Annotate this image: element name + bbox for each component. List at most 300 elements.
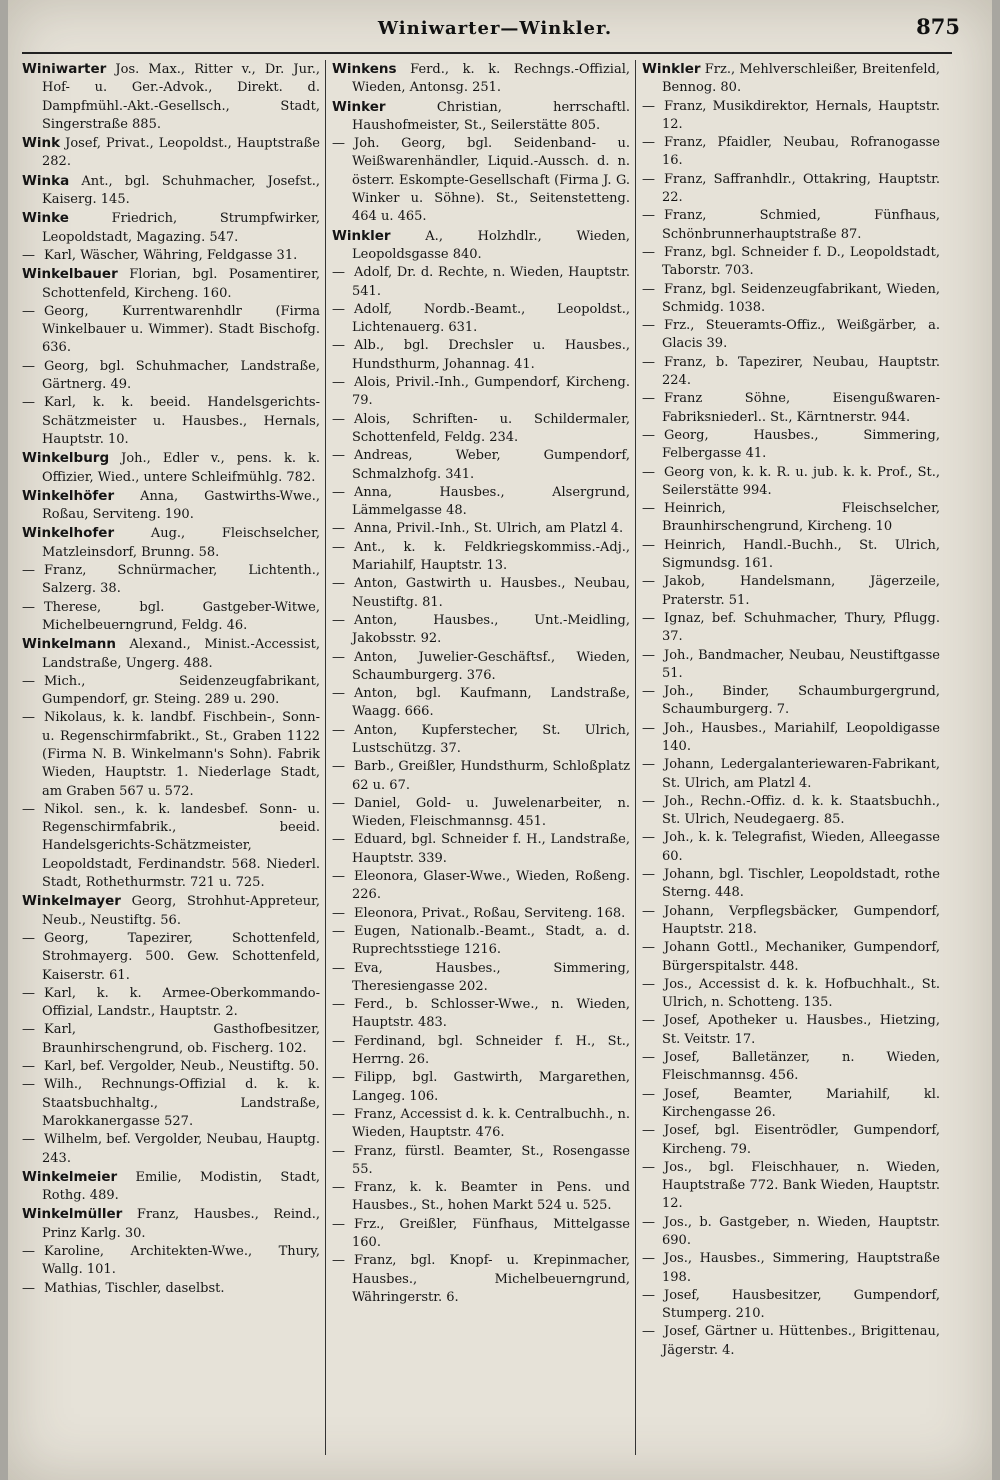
running-head: Winiwarter—Winkler. [377, 18, 613, 39]
ditto-dash: — [22, 1077, 35, 1093]
ditto-dash: — [22, 303, 35, 319]
entry-surname: Winkelhofer [22, 525, 115, 542]
directory-entry [332, 1216, 630, 1253]
entry-details: Georg, bgl. Schuhmacher, Landstraße, Gärtnerg. 49. [42, 358, 320, 393]
ditto-dash: — [22, 1280, 35, 1296]
directory-entry [332, 60, 630, 98]
ditto-dash: — [332, 265, 345, 281]
directory-entry [22, 599, 320, 636]
entry-details: Anton, Gastwirth u. Hausbes., Neubau, Neustiftg. 81. [352, 576, 630, 610]
entry-details: Anton, Kupferstecher, St. Ulrich, Lustschützg. 37. [352, 722, 630, 756]
entry-details: Heinrich, Handl.-Buchh., St. Ulrich, Sigmundsg. 161. [662, 537, 940, 572]
entry-details: Ignaz, bef. Schuhmacher, Thury, Pflugg. 37. [662, 610, 940, 645]
entry-details: Florian, bgl. Posamentirer, Schottenfeld, Kircheng. 160. [42, 267, 320, 301]
entry-details: Heinrich, Fleischselcher, Braunhirschengrund, Kircheng. 10 [662, 501, 940, 535]
entry-surname: Winkelmann [22, 636, 116, 653]
directory-entry [332, 905, 630, 923]
entry-details: Joh., k. k. Telegrafist, Wieden, Alleegasse 60. [662, 830, 940, 864]
ditto-dash: — [642, 976, 655, 992]
ditto-dash: — [332, 869, 345, 885]
directory-entry [332, 795, 630, 832]
entry-details: Franz, Saffranhdlr., Ottakring, Hauptstr. 22. [662, 171, 940, 206]
directory-entry [332, 411, 630, 448]
entry-details: Joh., Bandmacher, Neubau, Neustiftgasse 51. [662, 647, 940, 681]
directory-entry [22, 134, 320, 172]
entry-details: Georg, Kurrentwarenhdlr (Firma Winkelbauer u. Wimmer). Stadt Bischofg. 636. [42, 303, 320, 356]
directory-entry [22, 930, 320, 985]
directory-entry [332, 447, 630, 484]
entry-details: Barb., Greißler, Hundsthurm, Schloßplatz 62 u. 67. [352, 759, 630, 793]
directory-entry [22, 449, 320, 487]
entry-details: Johann Gottl., Mechaniker, Gumpendorf, Bürgerspitalstr. 448. [662, 940, 940, 974]
ditto-dash: — [332, 539, 345, 555]
directory-entry [642, 976, 940, 1013]
ditto-dash: — [642, 903, 655, 919]
ditto-dash: — [642, 1050, 655, 1066]
entry-details: Franz, Schmied, Fünfhaus, Schönbrunnerhauptstraße 87. [662, 208, 940, 242]
ditto-dash: — [22, 247, 35, 263]
directory-entry [642, 1086, 940, 1123]
entry-surname: Winka [22, 172, 70, 189]
entry-details: Emilie, Modistin, Stadt, Rothg. 489. [42, 1169, 320, 1204]
ditto-dash: — [332, 521, 345, 537]
ditto-dash: — [22, 395, 35, 411]
directory-entry [332, 1179, 630, 1216]
directory-entry [642, 537, 940, 574]
entry-details: Karl, k. k. beeid. Handelsgerichts-Schätzmeister u. Hausbes., Hernals, Hauptstr. 10. [42, 395, 320, 447]
directory-entry [22, 265, 320, 303]
entry-surname: Wink [22, 135, 61, 152]
directory-entry [22, 801, 320, 892]
entry-details: Josef, Apotheker u. Hausbes., Hietzing, St. Veitstr. 17. [662, 1013, 940, 1047]
ditto-dash: — [642, 1086, 655, 1102]
ditto-dash: — [642, 720, 655, 736]
ditto-dash: — [642, 171, 655, 187]
directory-entry [642, 281, 940, 318]
ditto-dash: — [332, 1070, 345, 1086]
directory-entry [22, 209, 320, 247]
directory-entry [642, 573, 940, 610]
entry-details: Johann, Verpflegsbäcker, Gumpendorf, Hauptstr. 218. [662, 903, 940, 937]
entry-details: Eugen, Nationalb.-Beamt., Stadt, a. d. Ruprechtsstiege 1216. [352, 923, 630, 958]
ditto-dash: — [332, 649, 345, 665]
ditto-dash: — [642, 281, 655, 297]
ditto-dash: — [642, 940, 655, 956]
entry-details: Joh., Edler v., pens. k. k. Offizier, Wied., untere Schleifmühlg. 782. [42, 451, 320, 485]
ditto-dash: — [22, 563, 35, 579]
ditto-dash: — [642, 318, 655, 334]
entry-details: Mich., Seidenzeugfabrikant, Gumpendorf, gr. Steing. 289 u. 290. [42, 673, 320, 708]
ditto-dash: — [22, 599, 35, 615]
entry-details: Alois, Privil.-Inh., Gumpendorf, Kircheng. 79. [352, 375, 630, 409]
directory-entry [642, 354, 940, 391]
entry-details: Franz, Accessist d. k. k. Centralbuchh., n. Wieden, Hauptstr. 476. [352, 1106, 630, 1141]
ditto-dash: — [332, 1180, 345, 1196]
entry-details: Joh., Hausbes., Mariahilf, Leopoldigasse 140. [662, 720, 940, 754]
page-number: 875 [916, 14, 960, 39]
ditto-dash: — [22, 930, 35, 946]
entry-details: Karl, k. k. Armee-Oberkommando-Offizial, Landstr., Hauptstr. 2. [42, 985, 320, 1020]
directory-entry [332, 227, 630, 265]
entry-details: Franz Söhne, Eisengußwaren-Fabriksniederl.. St., Kärntnerstr. 944. [662, 391, 940, 425]
entry-details: Ant., bgl. Schuhmacher, Josefst., Kaiserg. 145. [42, 173, 320, 208]
ditto-dash: — [332, 1216, 345, 1232]
ditto-dash: — [642, 208, 655, 224]
entry-surname: Winkler [642, 61, 701, 77]
entry-details: Nikolaus, k. k. landbf. Fischbein-, Sonn- u. Regenschirmfabrikt., St., Graben 1122 (Firma N. B. Winkelmann's Sohn). Fabrik Wieden, Hauptstr. 1. Niederlage Stadt, am Graben 567 u. 572. [42, 710, 320, 799]
directory-entry [22, 358, 320, 395]
directory-entry [332, 98, 630, 136]
ditto-dash: — [332, 1253, 345, 1269]
entry-details: Georg von, k. k. R. u. jub. k. k. Prof., St., Seilerstätte 994. [662, 464, 940, 498]
entry-details: Franz, bgl. Schneider f. D., Leopoldstadt, Taborstr. 703. [662, 244, 940, 279]
ditto-dash: — [332, 759, 345, 775]
ditto-dash: — [332, 832, 345, 848]
directory-entry [332, 1143, 630, 1180]
directory-entry [22, 1168, 320, 1206]
entry-details: Ferdinand, bgl. Schneider f. H., St., Herrng. 26. [352, 1033, 630, 1068]
ditto-dash: — [642, 610, 655, 626]
ditto-dash: — [642, 647, 655, 663]
directory-entry [332, 996, 630, 1033]
entry-surname: Winkelmeier [22, 1168, 118, 1185]
ditto-dash: — [332, 923, 345, 939]
directory-entry [332, 1106, 630, 1143]
directory-entry [22, 1058, 320, 1076]
entry-details: Wilhelm, bef. Vergolder, Neubau, Hauptg. 243. [42, 1132, 320, 1166]
directory-entry [332, 135, 630, 226]
ditto-dash: — [332, 1106, 345, 1122]
directory-entry [332, 264, 630, 301]
entry-details: Jakob, Handelsmann, Jägerzeile, Praterstr. 51. [662, 574, 940, 608]
directory-entry [22, 635, 320, 673]
directory-entry [22, 303, 320, 358]
directory-entry [332, 1033, 630, 1070]
directory-entry [22, 394, 320, 449]
ditto-dash: — [332, 411, 345, 427]
directory-entry [332, 374, 630, 411]
entry-details: Jos. Max., Ritter v., Dr. Jur., Hof- u. Ger.-Advok., Direkt. d. Dampfmühl.-Akt.-Gesellsch., Stadt, Singerstraße 885. [42, 62, 320, 132]
entry-surname: Winkens [332, 61, 397, 77]
directory-entry [642, 1159, 940, 1214]
entry-details: Franz, Musikdirektor, Hernals, Hauptstr. 12. [662, 98, 940, 132]
entry-details: Nikol. sen., k. k. landesbef. Sonn- u. Regenschirmfabrik., beeid. Handelsgerichts-Schätzmeister, Leopoldstadt, Ferdinandstr. 568. Niederl. Stadt, Rothethurmstr. 721 u. 725. [42, 801, 320, 891]
entry-details: Karl, bef. Vergolder, Neub., Neustiftg. 50. [44, 1059, 320, 1075]
entry-details: Franz, fürstl. Beamter, St., Rosengasse 55. [352, 1143, 630, 1177]
entry-details: Friedrich, Strumpfwirker, Leopoldstadt, Magazing. 547. [42, 211, 320, 245]
ditto-dash: — [642, 1287, 655, 1303]
entry-details: Therese, bgl. Gastgeber-Witwe, Michelbeuerngrund, Feldg. 46. [42, 599, 320, 633]
directory-entry [332, 685, 630, 722]
directory-entry [22, 1076, 320, 1131]
entry-details: Ferd., k. k. Rechngs.-Offizial, Wieden, Antonsg. 251. [352, 62, 630, 96]
ditto-dash: — [642, 354, 655, 370]
directory-entry [22, 985, 320, 1022]
entry-details: Eleonora, Glaser-Wwe., Wieden, Roßeng. 226. [352, 869, 630, 903]
directory-entry [22, 892, 320, 930]
directory-entry [332, 539, 630, 576]
column-divider [325, 60, 326, 1455]
directory-entry [642, 647, 940, 684]
directory-entry [642, 866, 940, 903]
entry-details: Franz, Schnürmacher, Lichtenth., Salzerg. 38. [42, 563, 320, 597]
directory-entry [642, 610, 940, 647]
directory-entry [332, 923, 630, 960]
entry-details: Jos., Hausbes., Simmering, Hauptstraße 198. [662, 1251, 940, 1285]
ditto-dash: — [332, 1033, 345, 1049]
entry-details: Josef, Gärtner u. Hüttenbes., Brigittenau, Jägerstr. 4. [662, 1324, 940, 1358]
ditto-dash: — [22, 1132, 35, 1148]
entry-details: Karoline, Architekten-Wwe., Thury, Wallg. 101. [42, 1244, 320, 1278]
entry-details: Aug., Fleischselcher, Matzleinsdorf, Brunng. 58. [42, 526, 320, 560]
ditto-dash: — [642, 757, 655, 773]
entry-details: Alexand., Minist.-Accessist, Landstraße, Ungerg. 488. [42, 637, 320, 671]
entry-details: Franz, Pfaidler, Neubau, Rofranogasse 16. [662, 135, 940, 169]
ditto-dash: — [642, 1123, 655, 1139]
entry-details: Filipp, bgl. Gastwirth, Margarethen, Langeg. 106. [352, 1070, 630, 1104]
ditto-dash: — [642, 427, 655, 443]
directory-entry [642, 1012, 940, 1049]
directory-entry [332, 1069, 630, 1106]
entry-details: Anna, Hausbes., Alsergrund, Lämmelgasse 48. [352, 484, 630, 519]
entry-surname: Winkelmayer [22, 893, 121, 910]
directory-entry [642, 756, 940, 793]
entry-details: Frz., Steueramts-Offiz., Weißgärber, a. Glacis 39. [662, 318, 940, 352]
entry-details: Eleonora, Privat., Roßau, Serviteng. 168. [354, 905, 626, 921]
ditto-dash: — [332, 484, 345, 500]
directory-entry [642, 427, 940, 464]
entry-details: Andreas, Weber, Gumpendorf, Schmalzhofg. 341. [352, 448, 630, 482]
column-divider [635, 60, 636, 1455]
directory-entry [22, 172, 320, 210]
directory-entry [642, 207, 940, 244]
entry-details: Eduard, bgl. Schneider f. H., Landstraße, Hauptstr. 339. [352, 832, 630, 866]
entry-details: Josef, bgl. Eisentrödler, Gumpendorf, Kircheng. 79. [662, 1123, 940, 1157]
directory-entry [22, 673, 320, 710]
directory-entry [642, 1122, 940, 1159]
ditto-dash: — [332, 136, 345, 152]
entry-details: Georg, Hausbes., Simmering, Felbergasse 41. [662, 427, 940, 462]
directory-entry [642, 500, 940, 537]
ditto-dash: — [642, 501, 655, 517]
header-rule [22, 52, 952, 54]
directory-entry [642, 98, 940, 135]
directory-entry [642, 134, 940, 171]
entry-details: Alb., bgl. Drechsler u. Hausbes., Hundsthurm, Johannag. 41. [352, 338, 630, 372]
directory-entry [22, 247, 320, 265]
directory-entry [332, 868, 630, 905]
entry-surname: Winkler [332, 227, 391, 244]
directory-entry [332, 1252, 630, 1307]
directory-entry [332, 960, 630, 997]
ditto-dash: — [642, 830, 655, 846]
entry-details: Johann, bgl. Tischler, Leopoldstadt, rothe Sterng. 448. [662, 867, 940, 901]
ditto-dash: — [642, 391, 655, 407]
directory-entry [332, 831, 630, 868]
entry-surname: Winkelhöfer [22, 487, 115, 504]
entry-details: Joh., Rechn.-Offiz. d. k. k. Staatsbuchh., St. Ulrich, Neudegaerg. 85. [662, 793, 940, 828]
ditto-dash: — [642, 1159, 655, 1175]
entry-details: Karl, Gasthofbesitzer, Braunhirschengrund, ob. Fischerg. 102. [42, 1022, 320, 1056]
entry-details: Josef, Privat., Leopoldst., Hauptstraße 282. [42, 136, 320, 170]
directory-entry [22, 60, 320, 134]
directory-entry [642, 1250, 940, 1287]
entry-details: Anton, Hausbes., Unt.-Meidling, Jakobsstr. 92. [352, 612, 630, 647]
directory-entry [642, 60, 940, 98]
entry-details: Daniel, Gold- u. Juwelenarbeiter, n. Wieden, Fleischmannsg. 451. [352, 795, 630, 830]
ditto-dash: — [332, 338, 345, 354]
directory-entry [22, 1243, 320, 1280]
ditto-dash: — [22, 1244, 35, 1259]
entry-details: Johann, Ledergalanteriewaren-Fabrikant, St. Ulrich, am Platzl 4. [662, 757, 940, 791]
directory-entry [642, 1214, 940, 1251]
ditto-dash: — [22, 358, 35, 374]
ditto-dash: — [22, 1022, 35, 1038]
entry-details: Anna, Privil.-Inh., St. Ulrich, am Platzl 4. [354, 521, 624, 537]
entry-details: Josef, Beamter, Mariahilf, kl. Kirchengasse 26. [662, 1086, 940, 1120]
directory-entry [642, 793, 940, 830]
entry-details: Christian, herrschaftl. Haushofmeister, St., Seilerstätte 805. [352, 99, 630, 133]
entry-surname: Winiwarter [22, 61, 107, 77]
directory-entry [332, 612, 630, 649]
ditto-dash: — [642, 1251, 655, 1267]
directory-entry [642, 829, 940, 866]
entry-details: Josef, Hausbesitzer, Gumpendorf, Stumperg. 210. [662, 1287, 940, 1322]
ditto-dash: — [642, 244, 655, 260]
directory-entry [22, 1280, 320, 1298]
ditto-dash: — [332, 795, 345, 811]
ditto-dash: — [332, 448, 345, 464]
entry-details: Jos., b. Gastgeber, n. Wieden, Hauptstr. 690. [662, 1214, 940, 1248]
directory-entry [642, 390, 940, 427]
entry-details: Wilh., Rechnungs-Offizial d. k. k. Staatsbuchhaltg., Landstraße, Marokkanergasse 527. [42, 1077, 320, 1129]
entry-details: Ant., k. k. Feldkriegskommiss.-Adj., Mariahilf, Hauptstr. 13. [352, 539, 630, 574]
entry-details: Frz., Mehlverschleißer, Breitenfeld, Bennog. 80. [662, 62, 940, 96]
entry-details: Franz, k. k. Beamter in Pens. und Hausbes., St., hohen Markt 524 u. 525. [352, 1180, 630, 1214]
entry-surname: Winker [332, 98, 386, 115]
directory-entry [332, 649, 630, 686]
entry-details: Anna, Gastwirths-Wwe., Roßau, Serviteng. 190. [42, 488, 320, 523]
ditto-dash: — [332, 375, 345, 391]
ditto-dash: — [332, 960, 345, 976]
directory-entry [642, 1049, 940, 1086]
directory-entry [332, 758, 630, 795]
page-header [30, 14, 960, 44]
entry-details: Franz, bgl. Knopf- u. Krepinmacher, Hausbes., Michelbeuerngrund, Währingerstr. 6. [352, 1253, 630, 1305]
ditto-dash: — [332, 722, 345, 738]
entry-details: Joh. Georg, bgl. Seidenband- u. Weißwarenhändler, Liquid.-Aussch. d. n. österr. Eskompte-Gesellschaft (Firma J. G. Winker u. Söhne). St., Seitenstetteng. 464 u. 465. [352, 136, 630, 225]
ditto-dash: — [22, 1059, 35, 1075]
directory-entry [642, 464, 940, 501]
entry-details: Franz, Hausbes., Reind., Prinz Karlg. 30. [42, 1207, 320, 1241]
ditto-dash: — [22, 673, 35, 689]
entry-details: Georg, Strohhut-Appreteur, Neub., Neustiftg. 56. [42, 894, 320, 928]
ditto-dash: — [642, 574, 655, 590]
ditto-dash: — [332, 301, 345, 317]
ditto-dash: — [22, 985, 35, 1001]
entry-details: Jos., bgl. Fleischhauer, n. Wieden, Hauptstraße 772. Bank Wieden, Hauptstr. 12. [662, 1159, 940, 1212]
ditto-dash: — [642, 1324, 655, 1340]
entry-surname: Winke [22, 210, 69, 227]
ditto-dash: — [332, 576, 345, 592]
directory-entry [22, 1205, 320, 1243]
entry-details: Anton, bgl. Kaufmann, Landstraße, Waagg. 666. [352, 686, 630, 720]
entry-details: Franz, b. Tapezirer, Neubau, Hauptstr. 224. [662, 354, 940, 389]
directory-entry [642, 903, 940, 940]
ditto-dash: — [332, 612, 345, 628]
directory-entry [642, 1287, 940, 1324]
entry-details: Georg, Tapezirer, Schottenfeld, Strohmayerg. 500. Gew. Schottenfeld, Kaiserstr. 61. [42, 930, 320, 983]
directory-entry [332, 520, 630, 538]
directory-entry [642, 317, 940, 354]
directory-entry [332, 301, 630, 338]
directory-entry [22, 524, 320, 562]
ditto-dash: — [642, 1013, 655, 1029]
entry-details: Adolf, Nordb.-Beamt., Leopoldst., Lichtenauerg. 631. [352, 301, 630, 336]
ditto-dash: — [642, 1214, 655, 1230]
ditto-dash: — [642, 867, 655, 883]
directory-entry [642, 939, 940, 976]
entry-details: Adolf, Dr. d. Rechte, n. Wieden, Hauptstr. 541. [352, 265, 630, 299]
column-1 [22, 60, 320, 1298]
directory-entry [22, 1131, 320, 1168]
entry-surname: Winkelmüller [22, 1206, 123, 1223]
directory-entry [642, 683, 940, 720]
entry-surname: Winkelburg [22, 450, 110, 467]
ditto-dash: — [332, 997, 345, 1013]
ditto-dash: — [22, 710, 35, 726]
entry-details: Ferd., b. Schlosser-Wwe., n. Wieden, Hauptstr. 483. [352, 997, 630, 1031]
ditto-dash: — [332, 905, 345, 921]
directory-entry [332, 484, 630, 521]
directory-entry [22, 562, 320, 599]
entry-details: Mathias, Tischler, daselbst. [44, 1280, 225, 1296]
entry-details: Josef, Balletänzer, n. Wieden, Fleischmannsg. 456. [662, 1050, 940, 1084]
entry-details: Anton, Juwelier-Geschäftsf., Wieden, Schaumburgerg. 376. [352, 649, 630, 683]
entry-details: Franz, bgl. Seidenzeugfabrikant, Wieden, Schmidg. 1038. [662, 281, 940, 315]
entry-details: Jos., Accessist d. k. k. Hofbuchhalt., St. Ulrich, n. Schotteng. 135. [662, 976, 940, 1011]
directory-entry [332, 722, 630, 759]
ditto-dash: — [642, 135, 655, 151]
ditto-dash: — [642, 684, 655, 700]
directory-entry [22, 709, 320, 800]
entry-details: Eva, Hausbes., Simmering, Theresiengasse 202. [352, 960, 630, 994]
ditto-dash: — [642, 98, 655, 114]
entry-details: Frz., Greißler, Fünfhaus, Mittelgasse 160. [352, 1216, 630, 1250]
entry-details: Karl, Wäscher, Währing, Feldgasse 31. [44, 247, 298, 263]
directory-entry [642, 244, 940, 281]
ditto-dash: — [22, 801, 35, 817]
entry-surname: Winkelbauer [22, 266, 118, 283]
directory-entry [332, 337, 630, 374]
ditto-dash: — [642, 537, 655, 553]
directory-entry [332, 575, 630, 612]
directory-entry [642, 720, 940, 757]
ditto-dash: — [642, 464, 655, 480]
directory-entry [22, 1021, 320, 1058]
column-2 [332, 60, 630, 1307]
entry-details: A., Holzhdlr., Wieden, Leopoldsgasse 840. [352, 228, 630, 262]
directory-entry [22, 487, 320, 525]
directory-entry [642, 1323, 940, 1360]
ditto-dash: — [332, 1143, 345, 1159]
ditto-dash: — [332, 686, 345, 702]
entry-details: Alois, Schriften- u. Schildermaler, Schottenfeld, Feldg. 234. [352, 411, 630, 445]
ditto-dash: — [642, 793, 655, 809]
entry-details: Joh., Binder, Schaumburgergrund, Schaumburgerg. 7. [662, 684, 940, 718]
directory-entry [642, 171, 940, 208]
column-3 [642, 60, 940, 1360]
